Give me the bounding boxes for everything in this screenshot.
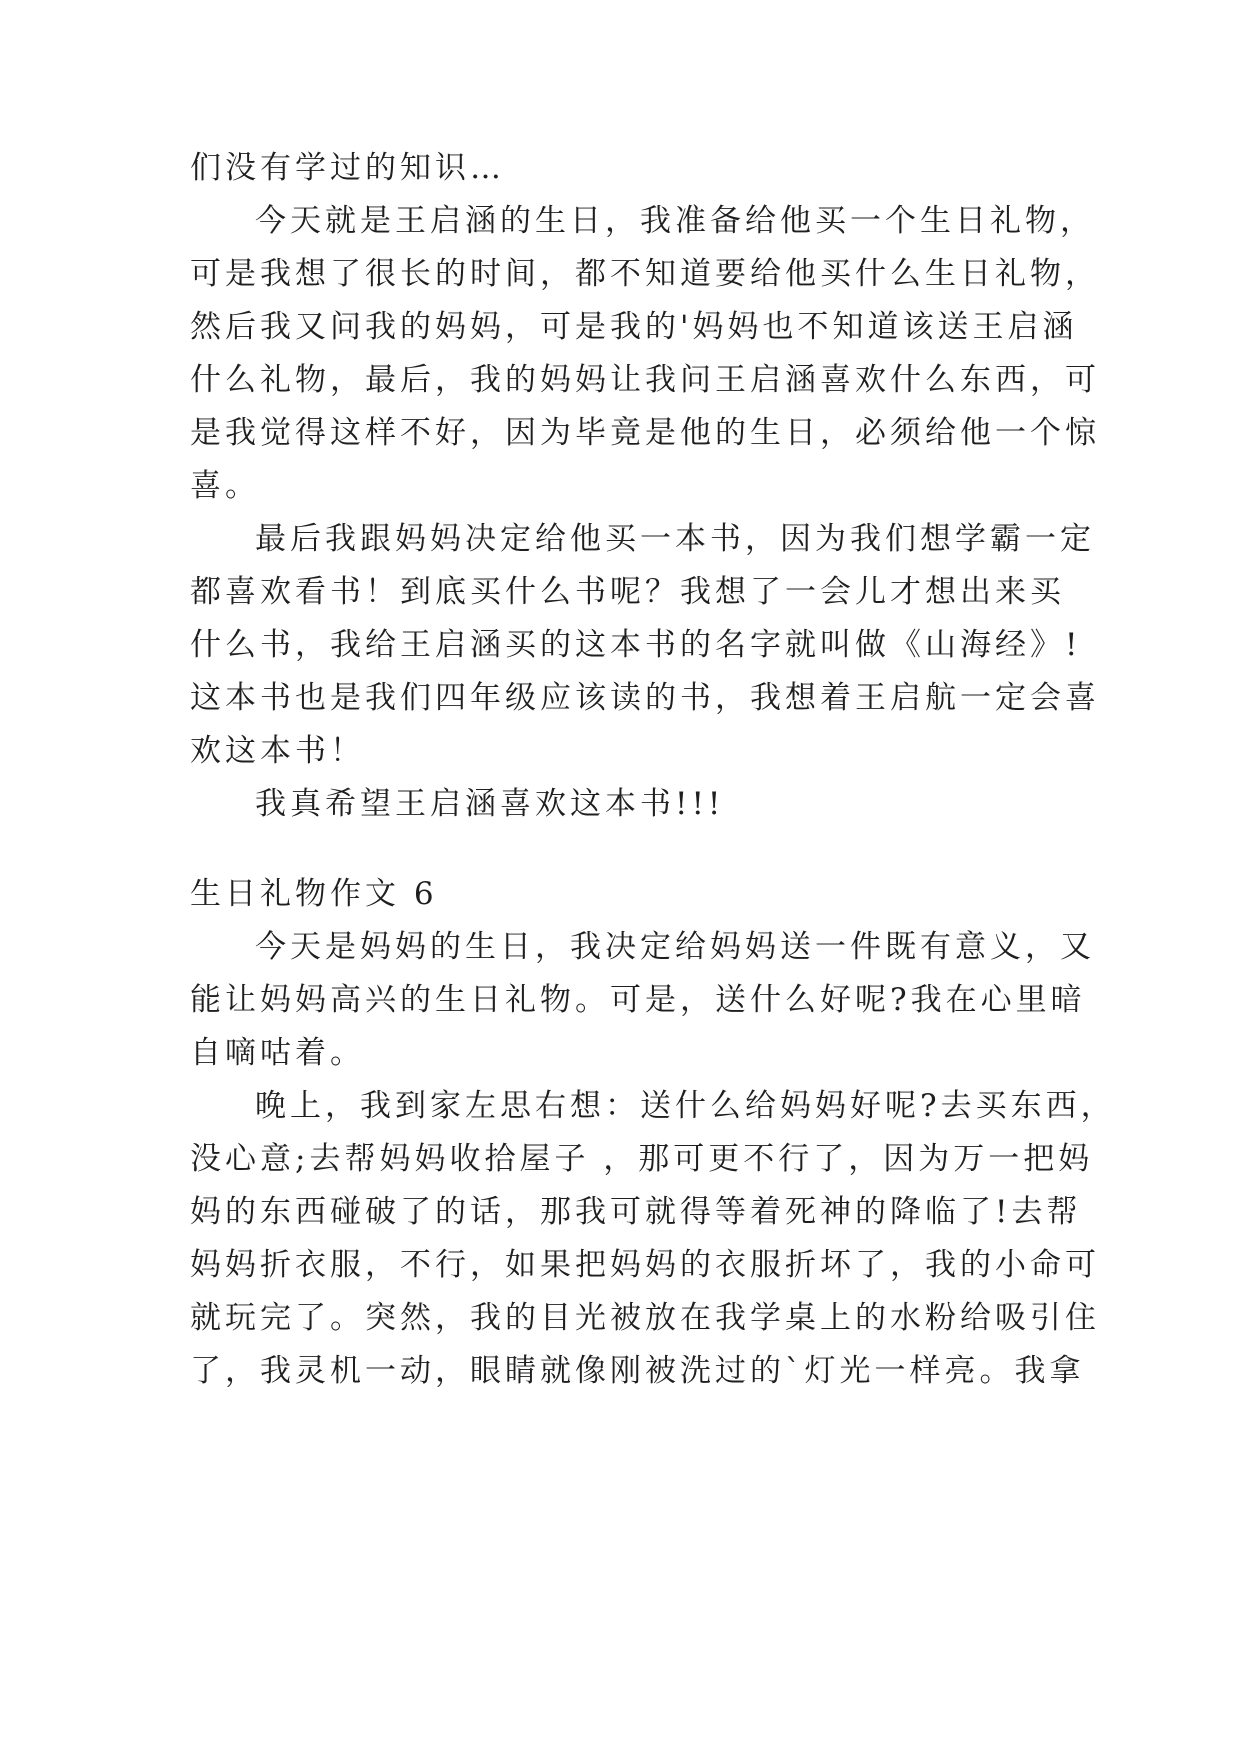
text-line: 是我觉得这样不好，因为毕竟是他的生日，必须给他一个惊 [190, 415, 1100, 451]
text-line: 就玩完了。突然，我的目光被放在我学桌上的水粉给吸引住 [190, 1300, 1100, 1336]
text-line: 了，我灵机一动，眼睛就像刚被洗过的`灯光一样亮。我拿 [190, 1353, 1085, 1389]
text-line: 没心意;去帮妈妈收拾屋子 ，那可更不行了，因为万一把妈 [190, 1141, 1094, 1177]
text-line: 们没有学过的知识… [190, 150, 505, 186]
text-line: 妈的东西碰破了的话，那我可就得等着死神的降临了!去帮 [190, 1194, 1082, 1230]
text-line: 能让妈妈高兴的生日礼物。可是，送什么好呢?我在心里暗 [190, 982, 1086, 1018]
text-line: 什么礼物，最后，我的妈妈让我问王启涵喜欢什么东西，可 [190, 362, 1100, 398]
text-line: 晚上，我到家左思右想：送什么给妈妈好呢?去买东西， [255, 1088, 1116, 1124]
text-line: 可是我想了很长的时间，都不知道要给他买什么生日礼物， [190, 256, 1100, 292]
text-line: 今天就是王启涵的生日，我准备给他买一个生日礼物， [255, 203, 1095, 239]
text-line: 这本书也是我们四年级应该读的书，我想着王启航一定会喜 [190, 680, 1100, 716]
text-line: 最后我跟妈妈决定给他买一本书，因为我们想学霸一定 [255, 521, 1095, 557]
text-line: 都喜欢看书！到底买什么书呢？我想了一会儿才想出来买 [190, 574, 1065, 610]
text-line: 然后我又问我的妈妈，可是我的'妈妈也不知道该送王启涵 [190, 309, 1078, 345]
section-title: 生日礼物作文 6 [190, 876, 438, 912]
text-line: 妈妈折衣服，不行，如果把妈妈的衣服折坏了，我的小命可 [190, 1247, 1100, 1283]
text-line: 喜。 [190, 468, 260, 504]
text-line: 今天是妈妈的生日，我决定给妈妈送一件既有意义，又 [255, 929, 1095, 965]
text-line: 自嘀咕着。 [190, 1035, 365, 1071]
text-line: 欢这本书！ [190, 733, 365, 769]
text-line: 我真希望王启涵喜欢这本书!!! [255, 786, 725, 822]
text-line: 什么书，我给王启涵买的这本书的名字就叫做《山海经》! [190, 627, 1082, 663]
